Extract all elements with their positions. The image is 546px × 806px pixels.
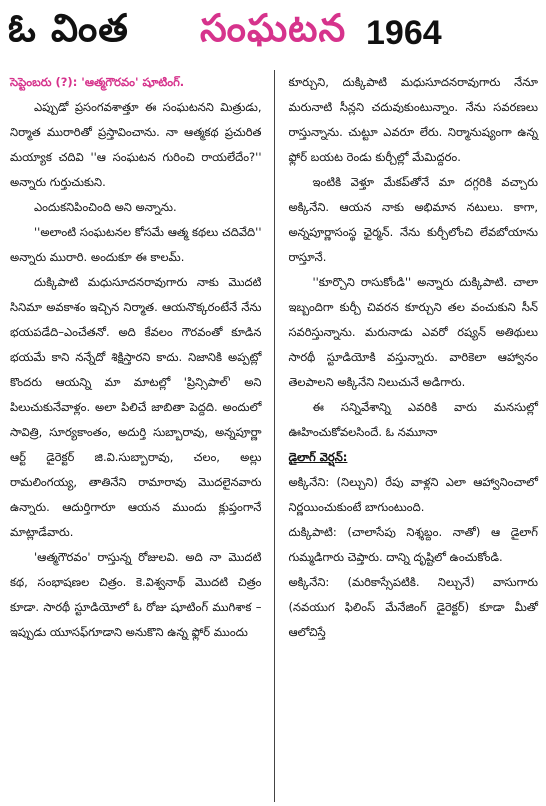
dialog-text: (నిల్చుని) రేపు వాళ్లని ఎలా ఆహ్వానించాలో నిర్ణయించుకుంటే బాగుంటుంది. [288,475,538,514]
dialog-speaker: దుక్కిపాటి: [288,525,337,539]
dialog-line [288,570,538,645]
dialog-line [288,470,538,520]
paragraph: ఇంటికి వెళ్తూ మేకప్‌తోనే మా దగ్గరికి వచ్చారు అక్కినేని. ఆయన నాకు అభిమాన నటులు. కాగా, అన్నపూర్ణాసంస్థ ఛైర్మన్. నేను కుర్చీలోంచి లేవబోయాను రాస్తూనే. [288,175,538,264]
date-rubric: సెప్టెంబరు (?): 'ఆత్మగౌరవం' షూటింగ్. [10,75,185,89]
dialog-text: (చాలాసేపు నిశ్శబ్దం. నాతో) ఆ డైలాగ్ గుమ్మడిగారు చెప్తారు. దాన్ని దృష్టిలో ఉంచుకోండి. [288,525,538,564]
dialog-line [288,520,538,570]
paragraph: ఎందుకనిపించింది అని అన్నాను. [34,200,177,214]
column-divider [274,70,275,802]
paragraph: ఈ సన్నివేశాన్ని ఎవరికి వారు మనసుల్లో ఊహించుకోవలసిందే. ఓ నమూనా [288,400,538,439]
article-columns [10,70,538,802]
title-year: 1964 [366,14,442,52]
title-part-1: ఓ వింత [8,6,129,50]
paragraph: దుక్కిపాటి మధుసూదనరావుగారు నాకు మొదటి సినిమా అవకాశం ఇచ్చిన నిర్మాత. ఆయనొక్కరంటేనే నేను భయపడేది–ఎంచేతనో. అది కేవలం గౌరవంతో కూడిన భయమే కాని నన్నేదో శిక్షిస్తారని కాదు. నిజానికి అప్పట్లో కొందరు ఆయన్ని మా మాటల్లో 'ప్రిన్సిపాల్' అని పిలుచుకునేవాళ్లం. అలా పిలిచే జాబితా పెద్దది. అందులో సావిత్రి, సూర్యకాంతం, అదుర్తి సుబ్బారావు, అన్నపూర్ణా ఆర్ట్ డైరెక్టర్ జి.వి.సుబ్బారావు, చలం, అల్లు రామలింగయ్య, తాతినేని రామారావు మొదలైనవారు ఉన్నారు. ఆదుర్తిగారూ ఆయన ముందు క్లుప్తంగానే మాట్లాడేవారు. [10,275,262,539]
dialog-heading: డైలాగ్ వెర్షన్: [288,450,348,464]
dialog-text: (మరికాస్సేపటికి. నిల్చునే) వాసుగారు (నవయుగ ఫిలింస్ మేనేజింగ్ డైరెక్టర్) కూడా మీతో ఆలోచిస్తే [288,575,538,639]
dialog-speaker: అక్కినేని: [288,575,330,589]
right-column [278,70,538,802]
paragraph: ఎప్పుడో ప్రసంగవశాత్తూ ఈ సంఘటనని మిత్రుడు, నిర్మాత మురారితో ప్రస్తావించాను. నా ఆత్మకథ ప్రచురిత మయ్యాక చదివి ''ఆ సంఘటన గురించి రాయలేదేం?'' అన్నారు గుర్తుచుకుని. [10,100,262,189]
paragraph: ''అలాంటి సంఘటనల కోసమే ఆత్మ కథలు చదివేది'' అన్నారు మురారి. అందుకూ ఈ కాలమ్. [10,225,262,264]
paragraph: కూర్చుని, దుక్కిపాటి మధుసూదనరావుగారు నేనూ మరునాటి సీన్లని చదువుకుంటున్నాం. నేను సవరణలు రాస్తున్నాను. చుట్టూ ఎవరూ లేరు. నిర్మానుష్యంగా ఉన్న ఫ్లోర్ బయట రెండు కుర్చీల్లో మేమిద్దరం. [288,75,538,164]
paragraph: ''కూర్చొని రాసుకోండి'' అన్నారు దుక్కిపాటి. చాలా ఇబ్బందిగా కుర్చీ చివరన కూర్చుని తల వంచుకుని సీన్ సవరిస్తున్నాను. మరునాడు ఎవరో రష్యన్ అతిథులు సారథీ స్టూడియోకి వస్తున్నారు. వారికెలా ఆహ్వానం తెలపాలని అక్కినేని నిలుచునే అడిగారు. [288,275,538,389]
article-header [0,0,546,64]
title-part-2: సంఘటన [200,6,347,50]
left-column [10,70,270,802]
paragraph: 'ఆత్మగౌరవం' రాస్తున్న రోజులవి. అది నా మొదటి కథ, సంభాషణల చిత్రం. కె.విశ్వనాథ్ మొదటి చిత్రం కూడా. సారథీ స్టూడియోలో ఓ రోజు షూటింగ్ ముగిశాక – ఇప్పుడు యూసఫ్‌గూడాని అనుకొని ఉన్న ఫ్లోర్ ముందు [10,550,262,639]
dialog-speaker: అక్కినేని: [288,475,330,489]
